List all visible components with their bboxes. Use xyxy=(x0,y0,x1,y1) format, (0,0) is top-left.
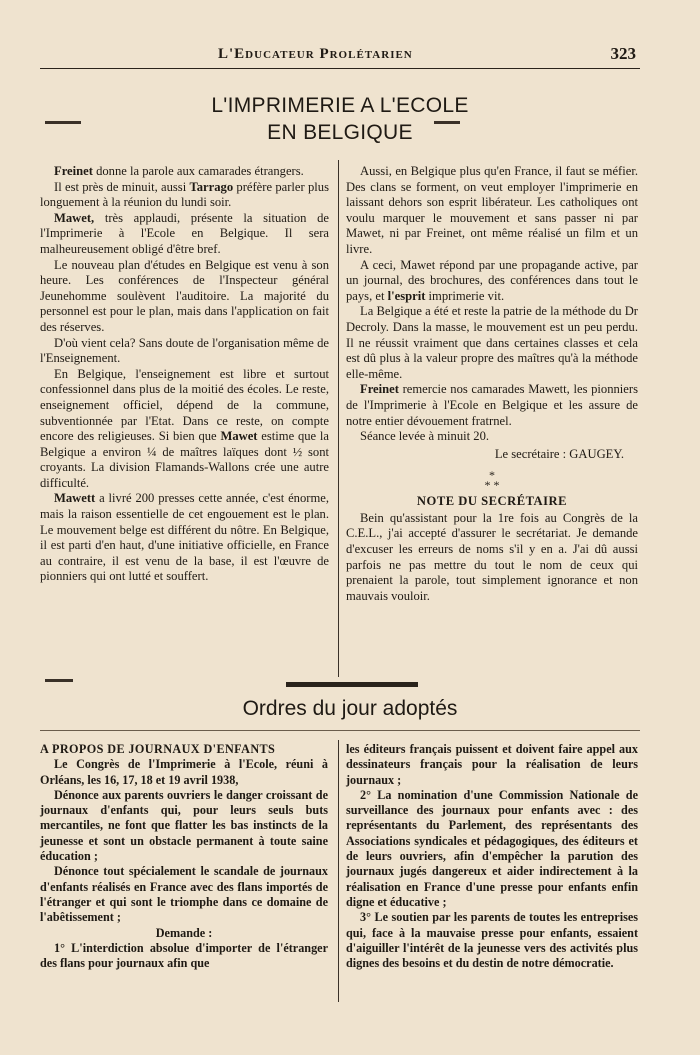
paragraph-text: D'où vient cela? Sans doute de l'organisation même de l'Enseignement. xyxy=(40,335,329,366)
end-rule xyxy=(45,679,73,682)
column-divider xyxy=(338,740,339,1002)
resolution-paragraph: Dénonce tout spécialement le scandale de journaux d'enfants réalisés en France avec des flans importés de l'étranger et qui sont le triomphe dans ce domaine de l'abêtissement ; xyxy=(40,864,328,925)
speaker-name: Mawet, xyxy=(54,210,95,225)
page-number: 323 xyxy=(610,44,636,63)
paragraph xyxy=(346,429,638,445)
paragraph xyxy=(40,258,329,336)
resolution-right-column xyxy=(346,742,638,971)
resolution-left-column xyxy=(40,742,328,971)
paragraph xyxy=(346,382,638,429)
paragraph-text: Il est près de minuit, aussi xyxy=(54,179,190,194)
article-title-line-2: EN BELGIQUE xyxy=(267,121,413,144)
resolution-paragraph: les éditeurs français puissent et doivent faire appel aux dessinateurs français pour la réalisation de leurs journaux ; xyxy=(346,742,638,787)
paragraph-text: préfère parler plus longuement à la réunion du lundi soir. xyxy=(40,179,329,210)
emphasis: l'esprit xyxy=(387,288,426,303)
resolution-item: 2° La nomination d'une Commission Nationale de surveillance des journaux pour enfants avec : des représentants du Parlement, des représentants des Associations syndicales et pédagogiques, des éditeurs et de leurs ouvriers, afin d'empêcher la parution des journaux jugés dangereux et aider indirectement à la réalisation en France d'une presse pour enfants enfin digne et éducative ; xyxy=(346,787,638,909)
paragraph-text: estime que la Belgique a environ ¼ de maîtres laïques dont ½ sont croyants. La division Flamands-Wallons crée une autre difficulté. xyxy=(40,429,330,490)
paragraph-text: A ceci, Mawet répond par une propagande active, par un journal, des brochures, des conférences dans tout le pays, et xyxy=(346,257,638,303)
article-title xyxy=(140,92,540,146)
speaker-name: Freinet xyxy=(360,382,399,397)
paragraph-text: Séance levée à minuit 20. xyxy=(360,429,490,444)
paragraph xyxy=(346,164,638,258)
resolution-item: 1° L'interdiction absolue d'importer de l'étranger des flans pour journaux afin que xyxy=(40,940,328,971)
article-right-column xyxy=(346,164,638,604)
paragraph xyxy=(346,258,638,305)
paragraph-text: très applaudi, présente la situation de l'Imprimerie à l'Ecole en Belgique. Il sera malheureusement obligé d'être bref. xyxy=(40,210,329,256)
paragraph xyxy=(40,211,329,258)
resolution-paragraph: Dénonce aux parents ouvriers le danger croissant de journaux d'enfants qui, pour leurs seuls buts mercantiles, ne font que flatter les bas instincts de la jeunesse et sont un obstacle permanent à toute saine éducation ; xyxy=(40,787,328,864)
resolution-paragraph: Le Congrès de l'Imprimerie à l'Ecole, réuni à Orléans, les 16, 17, 18 et 19 avril 1938, xyxy=(40,757,328,787)
title-rule-right xyxy=(434,121,460,124)
note-title: NOTE DU SECRÉTAIRE xyxy=(416,494,568,509)
paragraph-text: imprimerie vit. xyxy=(425,288,505,303)
speaker-name: Mawett xyxy=(54,491,96,506)
paragraph-text: La Belgique a été et reste la patrie de la méthode du Dr Decroly. Dans la masse, le mouvement est un peu perdu. Il ne réussit vraiment que dans certaines classes et cela est dû plus à la valeur propre des maîtres qu'à la méthode elle-même. xyxy=(346,304,638,381)
paragraph-text: Aussi, en Belgique plus qu'en France, il faut se méfier. Des clans se forment, on veut employer l'imprimerie en laissant dehors son esprit libérateur. Les catholiques ont voulu marquer le mouvement et sans passer ni par Mawet, ni par Freinet, ont même réalisé un film et un livre. xyxy=(346,164,638,256)
speaker-name: Freinet xyxy=(54,164,93,178)
paragraph-text: Le nouveau plan d'études en Belgique est venu à son heure. Les conférences de l'Inspecteur général Jeunehomme soulèvent l'auditoire. La majorité du personnel est pour le plan, mais dans l'application on fait des réserves. xyxy=(40,257,329,334)
paragraph-text: donne la parole aux camarades étrangers. xyxy=(92,164,304,178)
paragraph-text: En Belgique, l'enseignement est libre et surtout confessionnel dans plus de la moitié des écoles. Le reste, enseignement officiel, dépend de la commune, subventionnée par l'Etat. Dans ce reste, on compte encore des religieuses. Si bien que xyxy=(40,366,329,444)
section-title: Ordres du jour adoptés xyxy=(242,697,458,720)
paragraph xyxy=(40,336,329,367)
speaker-name: Mawet xyxy=(220,429,258,444)
resolution-item: 3° Le soutien par les parents de toutes les entreprises qui, face à la mauvaise presse pour enfants, essaient d'aiguiller l'intérêt de la jeunesse vers des activités plus dignes des besoins et du destin de notre démocratie. xyxy=(346,910,638,971)
journal-title: L'Educateur Prolétarien xyxy=(218,46,413,62)
paragraph xyxy=(40,164,329,180)
title-rule-left xyxy=(45,121,81,124)
running-header xyxy=(40,42,640,69)
column-divider xyxy=(338,160,339,677)
resolution-subhead: A PROPOS DE JOURNAUX D'ENFANTS xyxy=(40,742,276,756)
secretary-signature: Le secrétaire : GAUGEY. xyxy=(494,446,624,461)
paragraph-text: remercie nos camarades Mawett, les pionniers de l'Imprimerie à l'Ecole en Belgique et les assure de notre entier dévouement fratrnel. xyxy=(346,382,638,428)
article-left-column xyxy=(40,164,329,585)
paragraph-text: a livré 200 presses cette année, c'est énorme, mais la raison essentielle de cet engouement est le plan. Le mouvement belge est différent du nôtre. En Belgique, il est parti d'en haut, d'une initiative officielle, en France au contraire, il est venu de la base, il est l'œuvre de pionniers qui ont lutté et souffert. xyxy=(40,491,329,584)
article-title-line-1: L'IMPRIMERIE A L'ECOLE xyxy=(211,94,469,117)
paragraph xyxy=(346,304,638,382)
note-text: Bein qu'assistant pour la 1re fois au Congrès de la C.E.L., j'ai accepté d'assurer le secrétariat. Je demande d'excuser les erreurs de noms s'il y en a. J'ai dû aussi parfois ne pas mettre du tout le nom de ceux qui prenaient la parole, tout simplement ignorance et non mauvais vouloir. xyxy=(346,510,638,603)
asterism: * * * xyxy=(484,468,500,493)
paragraph xyxy=(40,491,329,585)
paragraph xyxy=(40,367,329,492)
section-underline xyxy=(40,730,640,731)
paragraph xyxy=(40,180,329,211)
demande-heading: Demande : xyxy=(155,925,213,940)
section-separator xyxy=(286,682,418,687)
speaker-name: Tarrago xyxy=(189,179,234,194)
